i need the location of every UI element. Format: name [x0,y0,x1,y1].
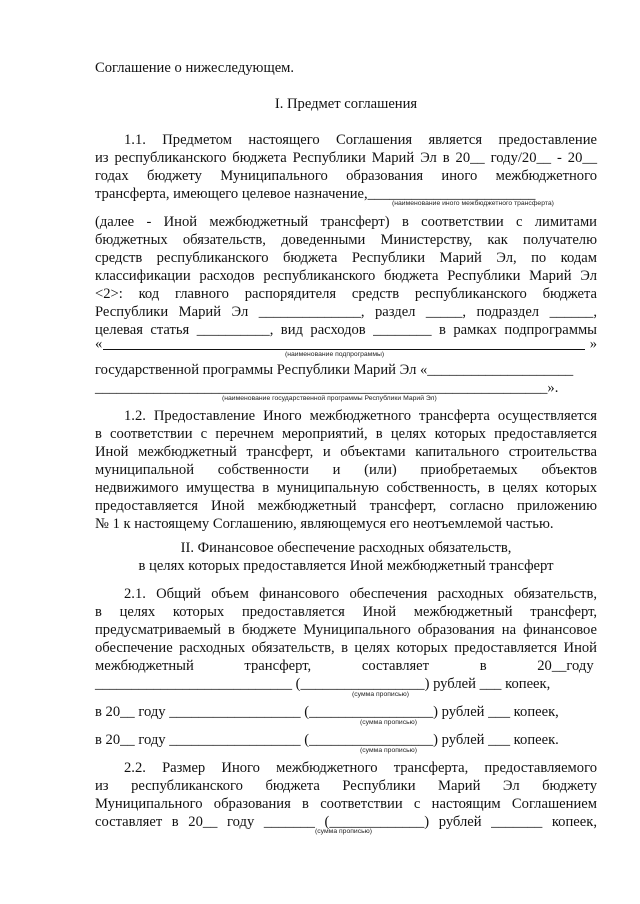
open-quote: « [95,336,103,352]
para-1-2-line: муниципальной собственности и (или) приобретаемых объектов [95,462,597,478]
para-1-1-line: целевая статья __________, вид расходов ________ в рамках подпрограммы [95,322,597,338]
caption-transfer-name: (наименование иного межбюджетного трансферта) [392,200,554,207]
section-2-heading-cont: в целях которых предоставляется Иной межбюджетный трансферт [138,558,554,574]
close-quote: » [589,336,597,352]
para-2-1-line: межбюджетный трансферт, составляет в 20__году [95,658,594,674]
amount-line: ___________________________ (_________________) рублей ___ копеек, [95,676,551,692]
para-1-2-line: № 1 к настоящему Соглашению, являющемуся его неотъемлемой частью. [95,516,554,532]
amount-line: в 20__ году __________________ (_________________) рублей ___ копеек, [95,704,559,720]
section-1-heading: I. Предмет соглашения [274,96,418,112]
para-1-1-line: из республиканского бюджета Республики Марий Эл в 20__ году/20__ - 20__ [95,150,597,166]
para-1-1-line: ______________________________________________________________». [95,380,559,396]
para-1-1-line: <2>: код главного распорядителя средств республиканского бюджета [95,286,597,302]
amount-line: в 20__ году __________________ (_________________) рублей ___ копеек. [95,732,559,748]
para-1-1-line: классификации расходов республиканского бюджета Республики Марий Эл [95,268,597,284]
intro-line: Соглашение о нижеследующем. [95,60,295,76]
para-2-1-line: обеспечение расходных обязательств, в целях которых предоставляется Иной [95,640,597,656]
caption-amount-words: (сумма прописью) [315,828,373,835]
para-2-1-line: 2.1. Общий объем финансового обеспечения расходных обязательств, [124,586,597,602]
para-1-1-line: 1.1. Предметом настоящего Соглашения является предоставление [124,132,597,148]
para-1-2-line: предоставляется Иной межбюджетный трансферт, согласно приложению [95,498,597,514]
section-2-heading: II. Финансовое обеспечение расходных обязательств, [180,540,512,556]
para-2-1-line: в целях которых предоставляется Иной межбюджетный трансферт, [95,604,597,620]
para-2-2-line: 2.2. Размер Иного межбюджетного трансферта, предоставляемого [124,760,597,776]
para-1-2-line: в соответствии с перечнем мероприятий, в целях которых предоставляется [95,426,597,442]
caption-amount-words: (сумма прописью) [360,747,418,754]
para-1-1-line: бюджетных обязательств, доведенными Министерству, как получателю [95,232,597,248]
para-1-2-line: 1.2. Предоставление Иного межбюджетного трансферта осуществляется [124,408,597,424]
caption-amount-words: (сумма прописью) [360,719,418,726]
para-1-2-line: недвижимого имущества в муниципальную собственность, в целях которых [95,480,597,496]
para-1-1-line: Республики Марий Эл ______________, раздел _____, подраздел ______, [95,304,597,320]
para-1-1-line: годах бюджету Муниципального образования иного межбюджетного [95,168,597,184]
para-2-2-line: Муниципального образования в соответствии с настоящим Соглашением [95,796,597,812]
para-1-1-line: трансферта, имеющего целевое назначение,_______________________ [95,186,536,202]
caption-subprogram: (наименование подпрограммы) [285,351,385,358]
caption-state-program: (наименование государственной программы Республики Марий Эл) [222,395,437,402]
blank-underline [103,349,585,350]
para-2-2-line: из республиканского бюджета Республики Марий Эл бюджету [95,778,597,794]
para-1-1-line: средств республиканского бюджета Республики Марий Эл, по кодам [95,250,597,266]
para-2-1-line: предусматриваемый в бюджете Муниципального образования на финансовое [95,622,597,638]
para-1-2-line: Иной межбюджетный трансферт, и объектами капитального строительства [95,444,597,460]
caption-amount-words: (сумма прописью) [352,691,410,698]
para-2-2-line: составляет в 20__ году _______ (_____________) рублей _______ копеек, [95,814,597,830]
para-1-1-line: государственной программы Республики Марий Эл «____________________ [95,362,574,378]
para-1-1-line: (далее - Иной межбюджетный трансферт) в соответствии с лимитами [95,214,597,230]
